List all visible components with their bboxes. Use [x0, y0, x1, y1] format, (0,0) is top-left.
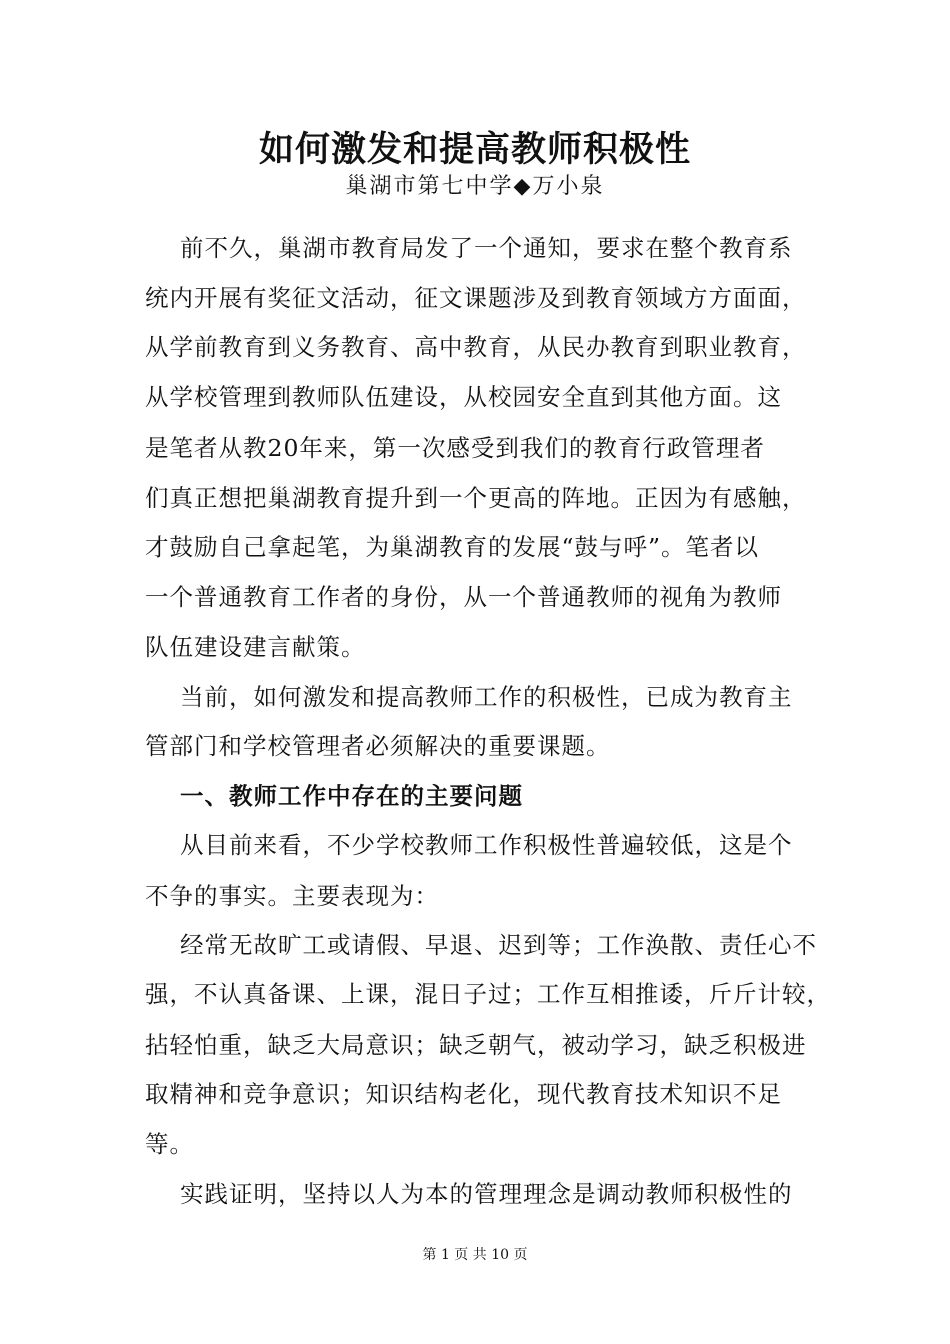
- paragraph-line: 取精神和竞争意识；知识结构老化，现代教育技术知识不足: [145, 1080, 782, 1108]
- paragraph-line: 队伍建设建言献策。: [145, 633, 366, 661]
- section-heading: 一、教师工作中存在的主要问题: [180, 782, 523, 810]
- paragraph-line: 管部门和学校管理者必须解决的重要课题。: [145, 732, 611, 760]
- document-title: 如何激发和提高教师积极性: [258, 129, 691, 170]
- paragraph-line: 实践证明，坚持以人为本的管理理念是调动教师积极性的: [180, 1180, 793, 1208]
- page-number-footer: 第 1 页 共 10 页: [422, 1247, 528, 1263]
- paragraph-line: 从学校管理到教师队伍建设，从校园安全直到其他方面。这: [145, 383, 782, 411]
- paragraph-line: 们真正想把巢湖教育提升到一个更高的阵地。正因为有感触，: [145, 484, 807, 512]
- paragraph-line: 一个普通教育工作者的身份，从一个普通教师的视角为教师: [145, 583, 782, 611]
- paragraph-line: 拈轻怕重，缺乏大局意识；缺乏朝气，被动学习，缺乏积极进: [145, 1031, 807, 1059]
- paragraph-line: 前不久，巢湖市教育局发了一个通知，要求在整个教育系: [180, 234, 793, 262]
- paragraph-line: 强，不认真备课、上课，混日子过；工作互相推诿，斤斤计较，: [145, 980, 831, 1008]
- paragraph-line: 当前，如何激发和提高教师工作的积极性，已成为教育主: [180, 683, 793, 711]
- paragraph-line: 才鼓励自己拿起笔，为巢湖教育的发展“鼓与呼”。笔者以: [145, 533, 760, 561]
- paragraph-line: 统内开展有奖征文活动，征文课题涉及到教育领域方方面面，: [145, 284, 807, 312]
- paragraph-line: 经常无故旷工或请假、早退、迟到等；工作涣散、责任心不: [180, 931, 817, 959]
- paragraph-line: 等。: [145, 1130, 194, 1158]
- paragraph-line: 从目前来看，不少学校教师工作积极性普遍较低，这是个: [180, 831, 793, 859]
- paragraph-line: 从学前教育到义务教育、高中教育，从民办教育到职业教育，: [145, 333, 807, 361]
- paragraph-line: 不争的事实。主要表现为：: [145, 882, 439, 910]
- paragraph-line: 是笔者从教20年来，第一次感受到我们的教育行政管理者: [145, 434, 765, 462]
- author-line: 巢湖市第七中学◆万小泉: [345, 174, 605, 199]
